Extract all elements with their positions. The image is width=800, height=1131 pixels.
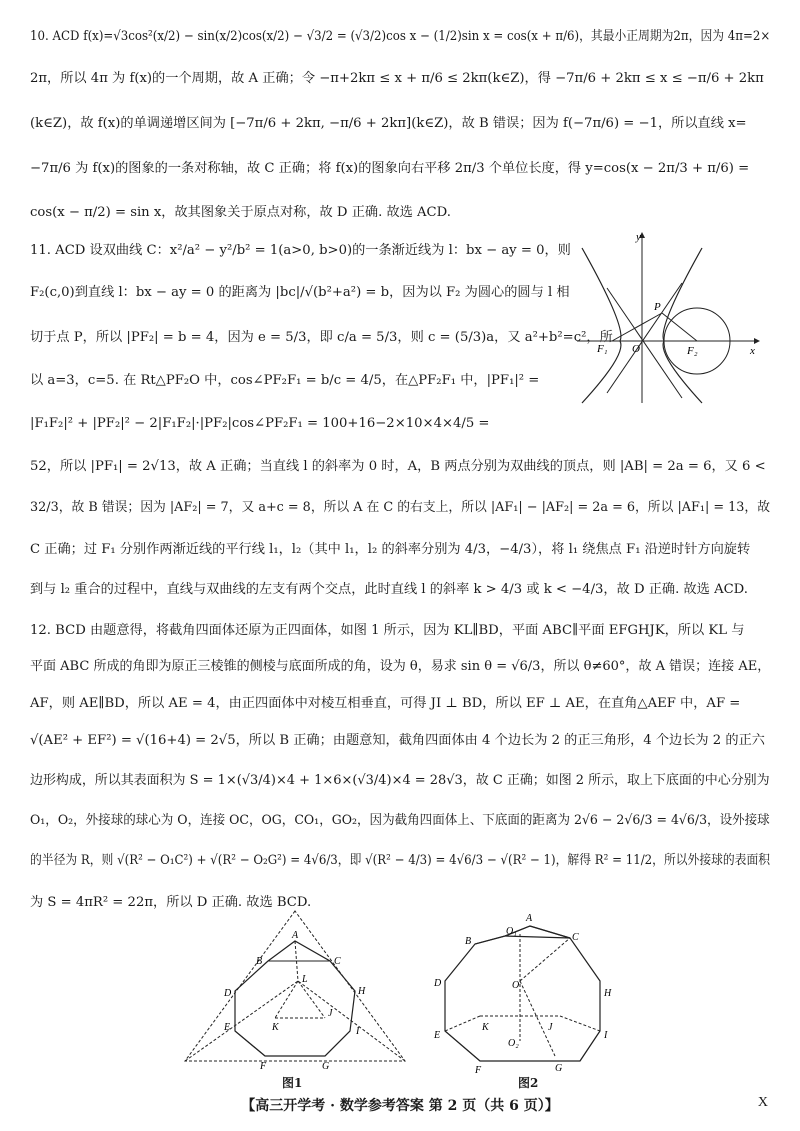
text-line: 32/3，故 B 错误；因为 |AF₂| = 7，又 a+c = 8，所以 A 在 C 的右支上，所以 |AF₁| − |AF₂| = 2a = 6，所以 |AF₁| = 13，故 (30, 500, 771, 515)
text-line: √(AE² + EF²) = √(16+4) = 2√5，所以 B 正确；由题意知，截角四面体由 4 个边长为 2 的正三角形，4 个边长为 2 的正六 (30, 733, 765, 748)
edge-ji (560, 1016, 600, 1031)
asymptote-2 (607, 288, 682, 398)
label-origin: O (632, 343, 640, 355)
fig1-label-h: H (358, 986, 366, 997)
fig2-label-o1: O₁ (506, 926, 517, 937)
edge-ef (235, 1031, 265, 1056)
fig1-label-l: L (302, 974, 308, 985)
text-line: −7π/6 为 f(x)的图象的一条对称轴，故 C 正确；将 f(x)的图象向右平移 2π/3 个单位长度，得 y=cos(x − 2π/3 + π/6) = (30, 161, 750, 176)
fig1-label-e: E (224, 1022, 231, 1033)
fig2-label-b: B (465, 936, 472, 947)
edge-gi (325, 1031, 350, 1056)
fig2-label-a: A (526, 913, 533, 924)
fig2-label-o2: O₂ (508, 1038, 519, 1049)
edge-ef (445, 1031, 480, 1061)
label-f2: F₂ (687, 345, 698, 357)
fig1-label-a: A (292, 930, 299, 941)
figure-1-truncated-tetrahedron (180, 906, 410, 1076)
figure-2-caption: 图2 (518, 1076, 539, 1090)
radius-og (520, 981, 555, 1056)
text-line: AF，则 AE∥BD，所以 AE = 4，由正四面体中对棱互相垂直，可得 JI ⊥ BD，所以 EF ⊥ AE，在直角△AEF 中，AF = (30, 696, 741, 711)
fig2-label-j: J (548, 1022, 553, 1033)
fig2-label-g: G (555, 1063, 563, 1074)
text-line: O₁，O₂，外接球的球心为 O，连接 OC，OG，CO₁，GO₂，因为截角四面体上、下底面的距离为 2√6 − 2√6/3 = 4√6/3，设外接球 (30, 813, 770, 828)
text-line: 切于点 P，所以 |PF₂| = b = 4，因为 e = 5/3，即 c/a = 5/3，则 c = (5/3)a，又 a²+b²=c²，所 (30, 330, 613, 345)
fig2-label-k: K (482, 1022, 489, 1033)
radius-oc (520, 938, 570, 981)
text-line: 以 a=3，c=5. 在 Rt△PF₂O 中，cos∠PF₂F₁ = b/c = 4/5，在△PF₂F₁ 中，|PF₁|² = (30, 373, 540, 388)
text-line: |F₁F₂|² + |PF₂|² − 2|F₁F₂|·|PF₂|cos∠PF₂F₁ = 100+16−2×10×4×4/5 = (30, 416, 490, 431)
footer-mark: X (757, 1095, 768, 1110)
fig2-label-o: O (512, 980, 520, 991)
label-y: y (636, 231, 641, 243)
figure-1-caption: 图1 (282, 1076, 303, 1090)
text-line: 10. ACD f(x)=√3cos²(x/2) − sin(x/2)cos(x/2) − √3/2 = (√3/2)cos x − (1/2)sin x = cos(x + π/6)，其最小正周期为2π，因为 4π=2× (30, 29, 771, 44)
right-branch (663, 248, 702, 403)
text-line: (k∈Z)，故 f(x)的单调递增区间为 [−7π/6 + 2kπ, −π/6 + 2kπ](k∈Z)，故 B 错误；因为 f(−7π/6) = −1，所以直线 x= (30, 116, 747, 131)
text-line: 11. ACD 设双曲线 C：x²/a² − y²/b² = 1(a>0, b>0)的一条渐近线为 l：bx − ay = 0，则 (30, 243, 571, 258)
fig1-label-i: I (356, 1026, 360, 1037)
text-line: 为 S = 4πR² = 22π，所以 D 正确. 故选 BCD. (30, 895, 312, 910)
fig2-label-i: I (604, 1030, 608, 1041)
label-f1: F₁ (597, 343, 608, 355)
fig2-label-d: D (434, 978, 442, 989)
fig1-label-k: K (272, 1022, 279, 1033)
fig2-label-e: E (434, 1030, 441, 1041)
fig1-label-d: D (224, 988, 232, 999)
text-line: F₂(c,0)到直线 l：bx − ay = 0 的距离为 |bc|/√(b²+a²) = b，因为以 F₂ 为圆心的圆与 l 相 (30, 285, 570, 300)
text-line: C 正确；过 F₁ 分别作两渐近线的平行线 l₁，l₂（其中 l₁，l₂ 的斜率分别为 4/3，−4/3），将 l₁ 绕焦点 F₁ 沿逆时针方向旋转 (30, 542, 751, 557)
text-line: cos(x − π/2) = sin x，故其图象关于原点对称，故 D 正确. 故选 ACD. (30, 205, 451, 220)
edge-lj (298, 981, 325, 1018)
label-p: P (654, 301, 661, 313)
text-line: 平面 ABC 所成的角即为原正三棱锥的侧棱与底面所成的角，设为 θ，易求 sin θ = √6/3，所以 θ≠60°，故 A 错误；连接 AE， (30, 659, 771, 674)
question-12-solution (30, 624, 770, 914)
edge-ba (475, 936, 505, 944)
text-line: 2π，所以 4π 为 f(x)的一个周期，故 A 正确；令 −π+2kπ ≤ x + π/6 ≤ 2kπ(k∈Z)，得 −7π/6 + 2kπ ≤ x ≤ −π/6 + 2kπ (30, 71, 764, 86)
inner-line-2 (298, 981, 405, 1061)
fig2-label-h: H (604, 988, 612, 999)
footer-title: 【高三开学考 · 数学参考答案 第 2 页（共 6 页）】 (241, 1098, 559, 1114)
edge-lk (275, 981, 298, 1018)
fig2-label-c: C (572, 932, 579, 943)
inner-line-1 (185, 981, 298, 1061)
fig1-label-g: G (322, 1061, 330, 1072)
text-line: 的半径为 R，则 √(R² − O₁C²) + √(R² − O₂G²) = 4√6/3，即 √(R² − 4/3) = 4√6/3 − √(R² − 1)，解得 R² = 11/2，所以外接球的表面积 (30, 853, 771, 868)
text-line: 边形构成，所以其表面积为 S = 1×(√3/4)×4 + 1×6×(√3/4)×4 = 28√3，故 C 正确；如图 2 所示，取上下底面的中心分别为 (30, 773, 770, 788)
edge-gi (580, 1031, 600, 1061)
text-line: 52，所以 |PF₁| = 2√13，故 A 正确；当直线 l 的斜率为 0 时，A，B 两点分别为双曲线的顶点，则 |AB| = 2a = 6，又 6 < (30, 459, 766, 474)
fig2-label-f: F (475, 1065, 482, 1076)
question-10-solution (30, 30, 770, 220)
left-branch (582, 248, 621, 403)
edge-ke (445, 1016, 480, 1031)
label-x: x (750, 345, 755, 357)
fig1-label-c: C (334, 956, 341, 967)
figure-2-circumsphere (420, 906, 630, 1076)
fig1-label-f: F (260, 1061, 267, 1072)
fig1-label-j: J (328, 1008, 333, 1019)
hyperbola-figure (572, 228, 762, 406)
text-line: 到与 l₂ 重合的过程中，直线与双曲线的左支有两个交点，此时直线 l 的斜率 k > 4/3 或 k < −4/3，故 D 正确. 故选 ACD. (30, 582, 748, 597)
text-line: 12. BCD 由题意得，将截角四面体还原为正四面体，如图 1 所示，因为 KL∥BD，平面 ABC∥平面 EFGHJK，所以 KL 与 (30, 623, 745, 638)
x-axis-arrow (754, 338, 760, 344)
fig1-label-b: B (256, 956, 263, 967)
